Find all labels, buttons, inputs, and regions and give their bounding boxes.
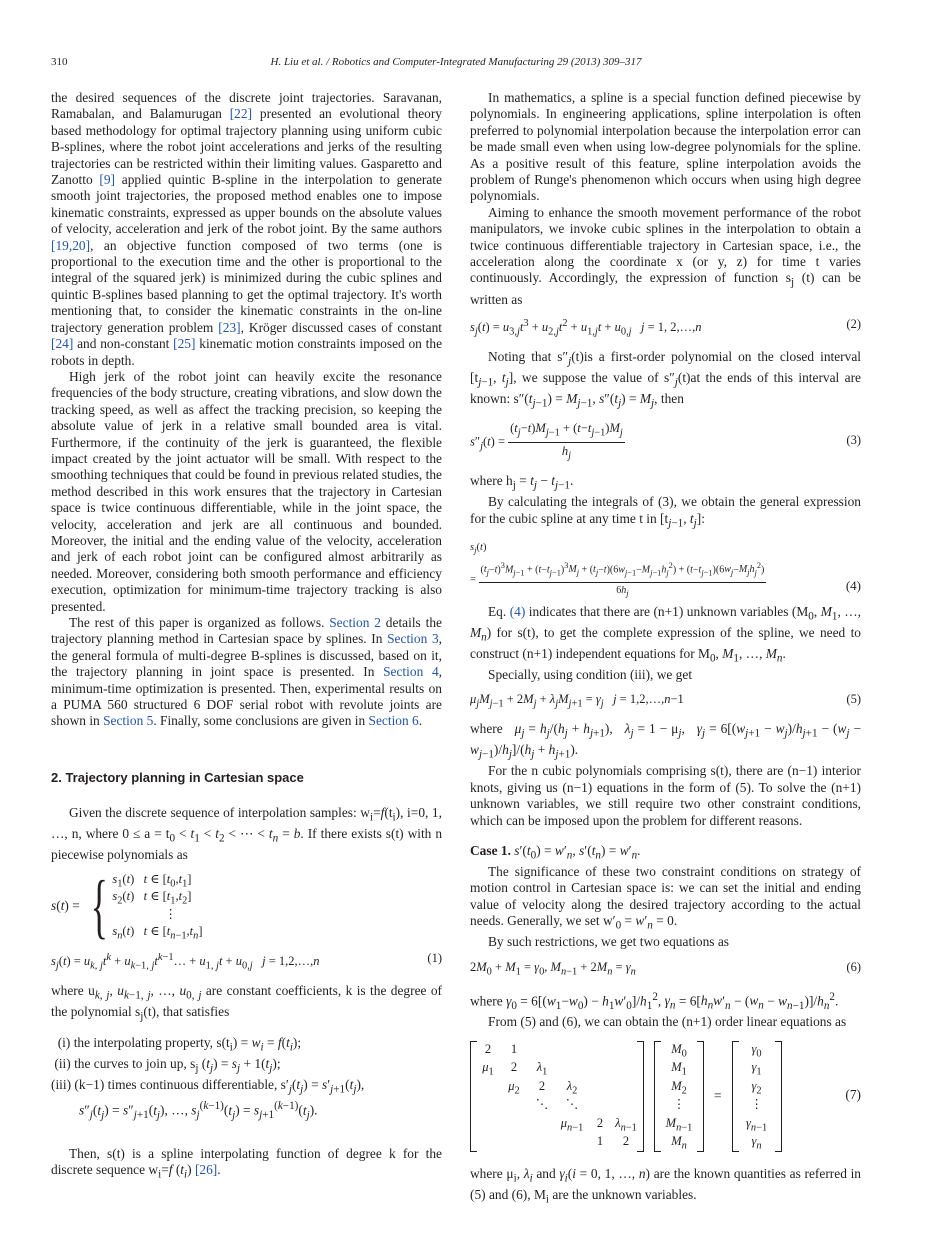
coefficient-matrix: 2 1 $\mu_1$ 2 $\lambda_1$ $\mu_2$ 2 $\lambda_2$ ⋱ ⋱ $\mu_{n-1}$ 2 $\lambda_{n-1}$ 1 2 bbox=[470, 1041, 644, 1152]
equation-2: $s_j(t) = u_{3,j}t^3 + u_{2,j}t^2 + u_{1,j}t + u_{0,j}$ j = 1, 2,…,n (2) bbox=[470, 316, 861, 338]
ref-link-22[interactable]: [22] bbox=[229, 106, 253, 122]
right-column bbox=[470, 90, 861, 1208]
condition-i: (i) the interpolating property, $s(t_i) = w_i = f(t_i)$; bbox=[57, 1035, 302, 1054]
equation-6: $2M_0 + M_1 = \gamma_0$, $M_{n-1} + 2M_n = \gamma_n$ (6) bbox=[470, 959, 861, 978]
condition-iii: (iii) (k−1) times continuous differentiable, $s'_j(t_j) = s'_{j+1}(t_j)$, bbox=[51, 1077, 365, 1096]
condition-ii: (ii) the curves to join up, $s_j$ $(t_j) = s_j + 1(t_j)$; bbox=[54, 1056, 281, 1075]
equation-3-number: (3) bbox=[846, 433, 861, 448]
piecewise-definition: s(t) = { $s_1(t)$ t ∈ $[t_0,t_1]$ $s_2(t)$ t ∈ $[t_1,t_2]$ ⋮ $s_n(t)$ t ∈ $[t_{n-1},t_n]$ bbox=[51, 865, 203, 946]
paragraph-restrictions: By such restrictions, we get two equations as bbox=[488, 934, 729, 950]
ref-link-9[interactable]: [9] bbox=[99, 172, 116, 188]
equation-4: $s_j(t)$ = $(t_j-t)^3M_{j-1} + (t-t_{j-1})^3M_j + (t_j-t)(6w_{j-1}-M_{j-1}h_j^2) + (t-t_{j-1})(6w_j-M_jh_j^2)$ $6h_j$ (4) bbox=[470, 541, 861, 598]
ref-link-26[interactable]: [26] bbox=[194, 1162, 218, 1178]
paragraph-first-order: Noting that $s''_j(t)is$ a first-order polynomial on the closed interval [$t_{j-1}$, $t_j$], we suppose the value of $s''_j(t)at$ the ends of this interval are known: $s''(t_{j-1}) = M_{j-1}$, $s''(t_j) = M_j$, then bbox=[470, 349, 861, 410]
paragraph-related-work: the desired sequences of the discrete joint trajectories. Saravanan, Ramabalan, and Balamurugan [22] presented an evolutional theory based methodology for optimal trajectory planning using uniform cubic B-splines, where the robot joint accelerations and jerks of the resulting trajectories can be restricted within their limiting values. Gasparetto and Zanotto [9] applied quintic B-spline in the interpolation to generate smooth joint trajectories, the proposed method enables one to impose kinematic constraints, expressed as upper bounds on the absolute values of velocity, acceleration and jerk of the robot joint. By the same authors [19,20], an objective function composed of two terms (one is proportional to the execution time and the other is proportional to the integral of the squared jerk) is minimized during the cubic splines and quintic B-splines based planning to get the optimal trajectory. It's worth mentioning that, to consider the kinematic constraints in the on-line trajectory generation problem [23], Kröger discussed cases of constant [24] and non-constant [25] kinematic motion constraints imposed on the robots in depth. bbox=[51, 90, 443, 368]
equation-4-link[interactable]: (4) bbox=[509, 603, 526, 619]
paragraph-unknowns: Eq. (4) indicates that there are (n+1) unknown variables ($M_0$, $M_1$, …, $M_n$) for s(t), to get the complete expression of the spline, we need to construct (n+1) independent equations for $M_0$, $M_1$, …, $M_n$. bbox=[470, 603, 861, 665]
section-heading: 2. Trajectory planning in Cartesian space bbox=[51, 769, 304, 785]
case-1: Case 1. $s'(t_0) = w'_n$, $s'(t_n) = w'_n$. bbox=[470, 842, 641, 862]
paragraph-spline-def: Then, s(t) is a spline interpolating function of degree k for the discrete sequence $w_i=f$ $(t_i)$ [26]. bbox=[51, 1145, 442, 1181]
equation-5: $\mu_jM_{j-1} + 2M_j + \lambda_jM_{j+1} = \gamma_j$ j = 1,2,…,n−1 (5) bbox=[470, 692, 861, 710]
equation-1-number: (1) bbox=[427, 950, 442, 965]
equation-5-number: (5) bbox=[846, 692, 861, 707]
paragraph-coefficients: where $u_{k, j}$, $u_{k-1, j}$, …, $u_{0, j}$ are constant coefficients, k is the degree of the polynomial $s_j(t)$, that satisfies bbox=[51, 982, 443, 1023]
paragraph-known-quantities: where $\mu_i$, $\lambda_i$ and $\gamma_i(i = 0$, 1, …, n) are the known quantities as referred in (5) and (6), $M_i$ are the unknown variables. bbox=[470, 1165, 861, 1206]
left-column bbox=[51, 90, 442, 1183]
ref-link-24[interactable]: [24] bbox=[51, 336, 74, 352]
page-number: 310 bbox=[51, 56, 68, 68]
section-2-link[interactable]: Section 2 bbox=[329, 615, 381, 630]
paragraph-spline-intro: In mathematics, a spline is a special function defined piecewise by polynomials. In engineering applications, spline interpolation is often preferred to polynomial interpolation because the interpolation error can be made small even when using low-degree polynomials for the spline. As a positive result of this feature, spline interpolation avoids the problem of Runge's phenomenon which occurs when using high degree polynomials. bbox=[470, 90, 861, 204]
ref-link-23[interactable]: [23] bbox=[218, 319, 241, 335]
equation-2-number: (2) bbox=[846, 316, 861, 331]
paragraph-significance: The significance of these two constraint conditions on strategy of motion control in Cartesian space is: we can set the initial and ending value of velocity along the desired trajectory according to the actual needs. Generally, we set $w'_0 = w'_n = 0$. bbox=[470, 864, 861, 932]
equation-4-number: (4) bbox=[845, 577, 861, 593]
equation-7: 2 1 $\mu_1$ 2 $\lambda_1$ $\mu_2$ 2 $\lambda_2$ ⋱ ⋱ $\mu_{n-1}$ 2 $\lambda_{n-1}$ 1 2 $M_0$ $M_1$ $M_2$ ⋮ $M_{n-1}$ $M_n$ = $\gamma_0$ $\gamma_1$ $\gamma_2$ ⋮ $\gamma_{n-1}$ $\gamma_n$ (7) bbox=[470, 1041, 861, 1152]
section-3-link[interactable]: Section 3 bbox=[387, 631, 439, 647]
paragraph-gamma: where $\gamma_0 = 6[(w_1-w_0) - h_1w'_0]/h_1^2$, $\gamma_n = 6[h_nw'_n - (w_n - w_{n-1})]/h_n^2$. bbox=[470, 990, 839, 1012]
equation-3: $s''_j(t)$ = $\frac{(t_j-t)M_{j-1} + (t-t_{j-1})M_j}{h_j}$ (3) bbox=[470, 421, 861, 462]
running-header bbox=[51, 56, 861, 72]
paragraph-interior-knots: For the n cubic polynomials comprising s(t), there are (n−1) interior knots, giving us (n−1) equations in the form of (5). To solve the (n+1) unknown variables, we still require two other constraint conditions, which can be imposed upon the problem for different reasons. bbox=[470, 763, 861, 828]
section-4-link[interactable]: Section 4 bbox=[383, 664, 439, 680]
paragraph-cubic: Aiming to enhance the smooth movement performance of the robot manipulators, we invoke cubic splines in the interpolation to obtain a twice continuous differentiable trajectory in Cartesian space, i.e., the acceleration along the coordinate x (or y, z) for time t varies continuously. Accordingly, the expression of function $s_j$ (t) can be written as bbox=[470, 204, 861, 307]
conditions-list: (i) the interpolating property, $s(t_i) = w_i = f(t_i)$; (ii) the curves to join up, $s_j$ $(t_j) = s_j + 1(t_j)$; (iii) (k−1) times continuous differentiable, $s'_j(t_j) = s'_{j+1}(t_j)$, $s''_j(t_j) = s''_{j+1}(t_j)$, …, $s_j^{(k-1)}(t_j) = s_{j+1}^{(k-1)}(t_j)$. bbox=[51, 1035, 442, 1124]
unknown-vector: $M_0$ $M_1$ $M_2$ ⋮ $M_{n-1}$ $M_n$ bbox=[654, 1041, 704, 1152]
paragraph-organization: The rest of this paper is organized as follows. Section 2 details the trajectory planning method in Cartesian space by splines. In Section 3, the general formula of multi-degree B-splines is discussed, based on it, the trajectory planning in joint space is presented. In Section 4, minimum-time optimization is presented. Then, experimental results on a PUMA 560 structured 6 DOF serial robot with revolute joints are shown in Section 5. Finally, some conclusions are given in Section 6. bbox=[51, 615, 442, 729]
ref-link-25[interactable]: [25] bbox=[173, 336, 196, 352]
equation-6-number: (6) bbox=[846, 959, 861, 974]
gamma-vector: $\gamma_0$ $\gamma_1$ $\gamma_2$ ⋮ $\gamma_{n-1}$ $\gamma_n$ bbox=[732, 1041, 782, 1152]
section-5-link[interactable]: Section 5 bbox=[103, 713, 154, 729]
paragraph-linear-eq: From (5) and (6), we can obtain the (n+1) order linear equations as bbox=[488, 1014, 847, 1030]
paragraph-integrals: By calculating the integrals of (3), we obtain the general expression for the cubic spline at any time t in [$t_{j-1}$, $t_j$]: bbox=[470, 494, 861, 530]
journal-reference: H. Liu et al. / Robotics and Computer-Integrated Manufacturing 29 (2013) 309–317 bbox=[270, 56, 642, 68]
paragraph-jerk: High jerk of the robot joint can heavily excite the resonance frequencies of the body structure, creating vibrations, and slow down the tracking speed, as well as affect the tracking precision, so keeping the absolute value of jerk in a relative small bounded area is vital. Furthermore, if the continuity of the jerk is guaranteed, the flexible impact created by the joint actuator will be small. With respect to the smoothing techniques that could be found in previous related studies, the method described in this work ensures that the trajectory in Cartesian space is twice continuous differentiable, while in the joint space, the velocity, acceleration and jerk are all continuous and bounded. Moreover, the initial and the ending value of the velocity, acceleration and jerk of each robot joint can be configured almost arbitrarily as needed. Moreover, considering both smooth performance and efficiency execution, optimization for minimum-time trajectory tracking is also presented. bbox=[51, 368, 442, 614]
section-6-link[interactable]: Section 6 bbox=[368, 713, 419, 729]
equation-7-number: (7) bbox=[845, 1086, 861, 1102]
paragraph-hj: where $h_j = t_j - t_{j-1}$. bbox=[470, 473, 574, 492]
ref-link-19-20[interactable]: [19,20] bbox=[51, 237, 91, 253]
paragraph-samples: Given the discrete sequence of interpolation samples: $w_i=f(t_i)$, i=0, 1, …, n, where $0 \le a = t_0 < t_1 < t_2$ < ⋯ < $t_n = b$. If there exists s(t) with n piecewise polynomials as bbox=[51, 805, 443, 863]
paragraph-mu-lambda: where $\mu_j = h_j/(h_j + h_{j+1})$, $\lambda_j = 1 - \mu_j$, $\gamma_j = 6[(w_{j+1} - w_j)/h_{j+1} - (w_j - w_{j-1})/h_j]/(h_j + h_{j+1})$. bbox=[470, 721, 862, 761]
equation-1: $s_j(t) = u_{k, j}t^k$ + $u_{k-1, j}t^{k-1}\dots + u_{1, j}t + u_{0,j}$ j = 1,2,…,n (1) bbox=[51, 950, 442, 972]
paragraph-condition-iii: Specially, using condition (iii), we get bbox=[488, 666, 693, 682]
